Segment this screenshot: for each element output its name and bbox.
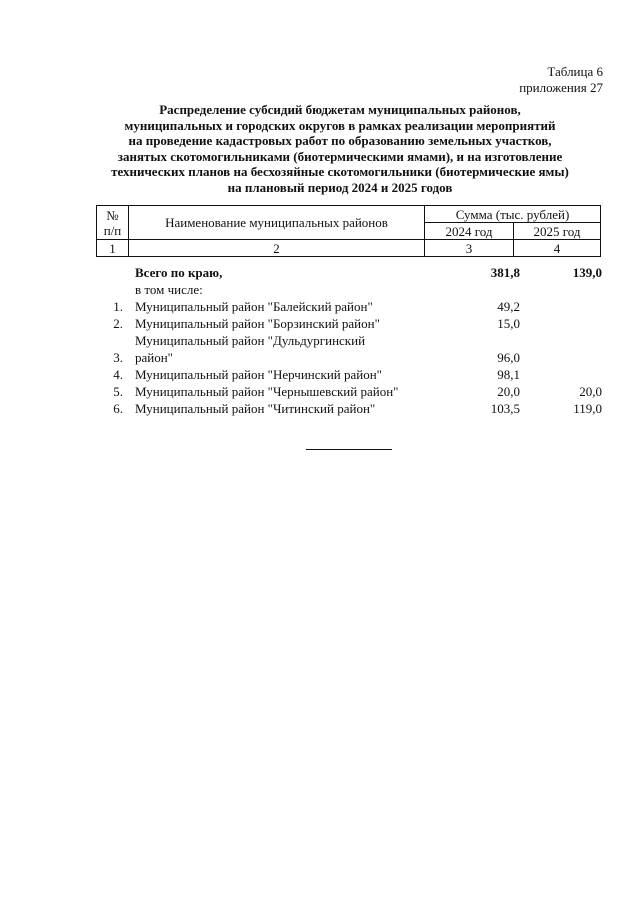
header-year-2024: 2024 год <box>425 223 514 240</box>
header-sum-cell: Сумма (тыс. рублей) <box>425 206 601 223</box>
subtotal-label-row <box>96 281 602 298</box>
row-2024: 49,2 <box>497 299 520 314</box>
row-2024: 103,5 <box>490 401 520 416</box>
total-2025: 139,0 <box>572 265 602 280</box>
table-row <box>96 315 602 332</box>
row-name: Муниципальный район "Читинский район" <box>135 401 376 416</box>
row-name: Муниципальный район "Дульдургинский <box>135 333 366 348</box>
row-2025: 119,0 <box>573 401 602 416</box>
row-2025 <box>520 332 602 349</box>
total-label: Всего по краю, <box>135 265 223 280</box>
row-name: район" <box>135 350 173 365</box>
table-row <box>96 383 602 400</box>
table-header <box>96 205 601 257</box>
title-line: технических планов на бесхозяйные скотомогильники (биотермические ямы) <box>111 164 569 180</box>
header-name-cell: Наименование муниципальных районов <box>129 206 425 240</box>
including-label: в том числе: <box>135 282 203 297</box>
column-index-3: 3 <box>425 240 514 257</box>
header-year-2025: 2025 год <box>514 223 601 240</box>
column-index-2: 2 <box>129 240 425 257</box>
document-title <box>60 102 620 196</box>
row-number: 5. <box>113 384 123 399</box>
row-2025 <box>520 298 602 315</box>
column-index-1: 1 <box>97 240 129 257</box>
total-row <box>96 264 602 281</box>
row-name: Муниципальный район "Борзинский район" <box>135 316 380 331</box>
table-body <box>96 264 602 417</box>
row-2025 <box>520 366 602 383</box>
table-row <box>96 298 602 315</box>
row-2024: 20,0 <box>497 384 520 399</box>
row-2024: 98,1 <box>497 367 520 382</box>
row-number: 1. <box>113 299 123 314</box>
title-line: занятых скотомогильниками (биотермическими ямами), и на изготовление <box>117 148 563 164</box>
row-2024 <box>425 332 520 349</box>
row-number: 6. <box>113 401 123 416</box>
header-num-line2: п/п <box>103 222 122 238</box>
table-number: Таблица 6 <box>547 64 603 79</box>
row-number <box>96 332 123 349</box>
row-number: 2. <box>113 316 123 331</box>
table-row <box>96 366 602 383</box>
table-reference <box>519 64 603 96</box>
title-line: муниципальных и городских округов в рамках реализации мероприятий <box>124 117 556 133</box>
appendix-number: приложения 27 <box>519 80 603 95</box>
row-2024: 96,0 <box>497 350 520 365</box>
table-row <box>96 332 602 349</box>
table-row <box>96 349 602 366</box>
table-row <box>96 400 602 417</box>
column-index-4: 4 <box>514 240 601 257</box>
header-num-line1: № <box>106 207 119 223</box>
row-2025 <box>520 349 602 366</box>
header-num-cell <box>97 206 129 240</box>
row-name: Муниципальный район "Нерчинский район" <box>135 367 382 382</box>
title-line: Распределение субсидий бюджетам муниципальных районов, <box>159 102 521 117</box>
row-number: 4. <box>113 367 123 382</box>
total-2024: 381,8 <box>490 265 520 280</box>
closing-rule <box>306 449 392 450</box>
row-2024: 15,0 <box>497 316 520 331</box>
row-2025 <box>520 315 602 332</box>
row-number: 3. <box>113 350 123 365</box>
title-line: на плановый период 2024 и 2025 годов <box>227 179 453 195</box>
title-line: на проведение кадастровых работ по образованию земельных участков, <box>128 133 552 149</box>
row-2025: 20,0 <box>579 384 602 399</box>
row-name: Муниципальный район "Балейский район" <box>135 299 373 314</box>
row-name: Муниципальный район "Чернышевский район" <box>135 384 399 399</box>
